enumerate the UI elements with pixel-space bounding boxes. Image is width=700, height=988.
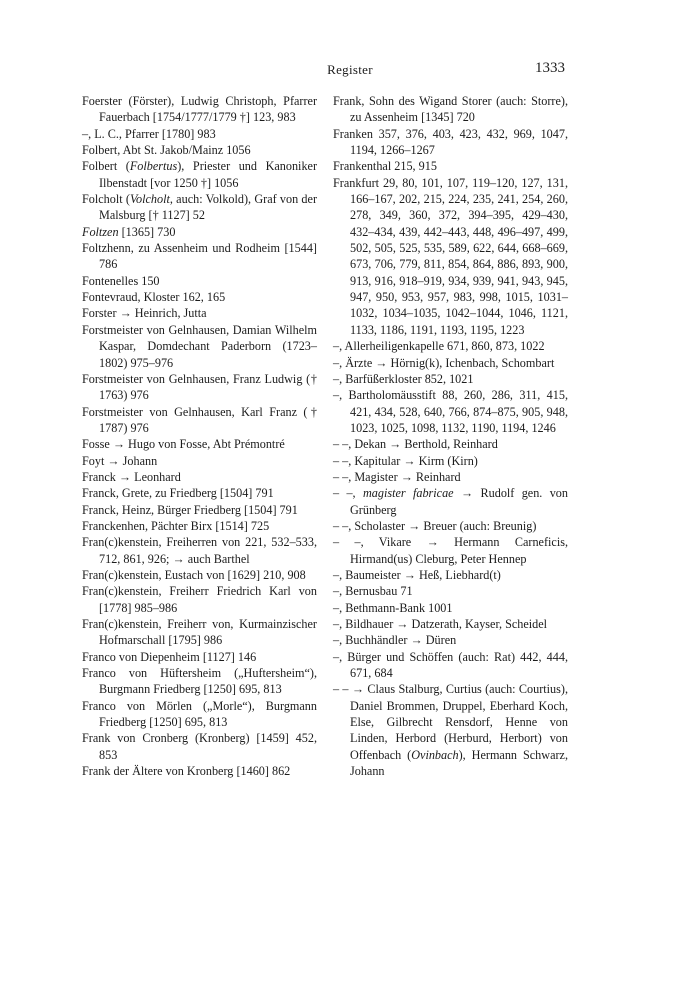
index-entry: –, Allerheiligenkapelle 671, 860, 873, 1022 <box>333 339 545 354</box>
index-column-left <box>82 93 317 779</box>
index-entry: Franco von Hüftersheim („Huftersheim“), Burgmann Friedberg [1250] 695, 813 <box>82 666 317 697</box>
index-entry: Fran(c)kenstein, Freiherr Friedrich Karl von [1778] 985–986 <box>82 584 317 615</box>
index-entry: Forstmeister von Gelnhausen, Karl Franz († 1787) 976 <box>82 404 317 435</box>
index-entry: – –, Kapitular → Kirm (Kirn) <box>333 453 478 468</box>
index-entry: Forstmeister von Gelnhausen, Damian Wilhelm Kaspar, Domdechant Paderborn (1723–1802) 975–976 <box>82 322 317 370</box>
index-entry: Folcholt (Volcholt, auch: Volkold), Graf von der Malsburg [† 1127] 52 <box>82 192 317 223</box>
index-entry: Frank der Ältere von Kronberg [1460] 862 <box>82 764 291 779</box>
index-entry: – –, Magister → Reinhard <box>333 469 461 484</box>
index-entry: Frankenthal 215, 915 <box>333 159 437 174</box>
index-entry: –, Ärzte → Hörnig(k), Ichenbach, Schombart <box>333 355 555 370</box>
index-entry: Frankfurt 29, 80, 101, 107, 119–120, 127, 131, 166–167, 202, 215, 224, 235, 241, 254, 260, 278, 349, 360, 372, 394–395, 429–430, 432–434, 439, 442–443, 448, 496–497, 499, 502, 505, 525, 535, 589, 622, 644, 668–669, 673, 706, 779, 811, 854, 864, 886, 893, 900, 913, 916, 918–919, 934, 939, 941, 943, 945, 947, 950, 953, 957, 983, 998, 1015, 1031–1032, 1034–1035, 1042–1044, 1046, 1121, 1133, 1186, 1191, 1193, 1195, 1223 <box>333 175 568 337</box>
index-entry: Folbert, Abt St. Jakob/Mainz 1056 <box>82 143 251 158</box>
index-entry: Foyt → Johann <box>82 453 158 468</box>
index-entry: –, Bürger und Schöffen (auch: Rat) 442, 444, 671, 684 <box>333 649 568 681</box>
index-entry: – –, magister fabricae → Rudolf gen. von Grünberg <box>333 486 568 517</box>
index-entry: Franck, Grete, zu Friedberg [1504] 791 <box>82 486 274 501</box>
index-entry: Folbert (Folbertus), Priester und Kanoniker Ilbenstadt [vor 1250 †] 1056 <box>82 159 318 190</box>
index-entry: Franken 357, 376, 403, 423, 432, 969, 1047, 1194, 1266–1267 <box>333 126 568 158</box>
index-entry: Fosse → Hugo von Fosse, Abt Prémontré <box>82 437 285 452</box>
index-entry: Foltzen [1365] 730 <box>82 224 176 239</box>
index-entry: –, L. C., Pfarrer [1780] 983 <box>82 126 216 141</box>
index-entry: –, Baumeister → Heß, Liebhard(t) <box>333 567 501 582</box>
index-entry: Franco von Diepenheim [1127] 146 <box>82 649 257 664</box>
index-entry: Foerster (Förster), Ludwig Christoph, Pfarrer Fauerbach [1754/1777/1779 †] 123, 983 <box>82 94 317 125</box>
index-entry: Forster → Heinrich, Jutta <box>82 306 207 321</box>
index-entry: Franckenhen, Pächter Birx [1514] 725 <box>82 518 270 533</box>
index-entry: – –, Scholaster → Breuer (auch: Breunig) <box>333 518 537 533</box>
index-entry: – –, Vikare → Hermann Carneficis, Hirmand(us) Cleburg, Peter Hennep <box>333 535 568 566</box>
index-entry: Fontevraud, Kloster 162, 165 <box>82 290 226 305</box>
index-entry: Franck, Heinz, Bürger Friedberg [1504] 791 <box>82 502 298 517</box>
index-entry: Foltzhenn, zu Assenheim und Rodheim [1544] 786 <box>82 241 317 272</box>
index-entry: Fran(c)kenstein, Eustach von [1629] 210, 908 <box>82 567 306 582</box>
index-entry: –, Barfüßerkloster 852, 1021 <box>333 371 474 386</box>
index-entry: –, Bildhauer → Datzerath, Kayser, Scheidel <box>333 617 548 631</box>
index-entry: –, Bethmann-Bank 1001 <box>333 600 453 615</box>
index-entry: Fran(c)kenstein, Freiherren von 221, 532–533, 712, 861, 926; → auch Barthel <box>82 535 317 566</box>
index-entry: – – → Claus Stalburg, Curtius (auch: Courtius), Daniel Brommen, Druppel, Eberhard Koch, Else, Gilbrecht Rensdorf, Henne von Linden, Herbord (Herburd, Herbort) von Offenbach (Ovinbach), Hermann Schwarz, Johann <box>333 682 568 779</box>
page-header <box>0 60 700 82</box>
index-entry: Fontenelles 150 <box>82 273 160 288</box>
index-entry: Franck → Leonhard <box>82 469 181 484</box>
index-entry: Forstmeister von Gelnhausen, Franz Ludwig († 1763) 976 <box>82 371 317 403</box>
index-column-right <box>333 93 568 779</box>
index-entry: –, Bartholomäusstift 88, 260, 286, 311, 415, 421, 434, 528, 640, 766, 874–875, 905, 948, 1023, 1025, 1098, 1132, 1190, 1194, 1246 <box>333 388 568 435</box>
index-entry: Fran(c)kenstein, Freiherr von, Kurmainzischer Hofmarschall [1795] 986 <box>82 617 317 648</box>
index-entry: – –, Dekan → Berthold, Reinhard <box>333 437 498 452</box>
page-number: 1333 <box>535 60 565 76</box>
running-head: Register <box>327 62 373 77</box>
index-entry: –, Bernusbau 71 <box>333 584 413 599</box>
index-entry: –, Buchhändler → Düren <box>333 633 457 648</box>
index-entry: Frank, Sohn des Wigand Storer (auch: Storre), zu Assenheim [1345] 720 <box>333 94 568 125</box>
index-entry: Franco von Mörlen („Morle“), Burgmann Friedberg [1250] 695, 813 <box>82 698 317 730</box>
index-entry: Frank von Cronberg (Kronberg) [1459] 452, 853 <box>82 731 317 762</box>
